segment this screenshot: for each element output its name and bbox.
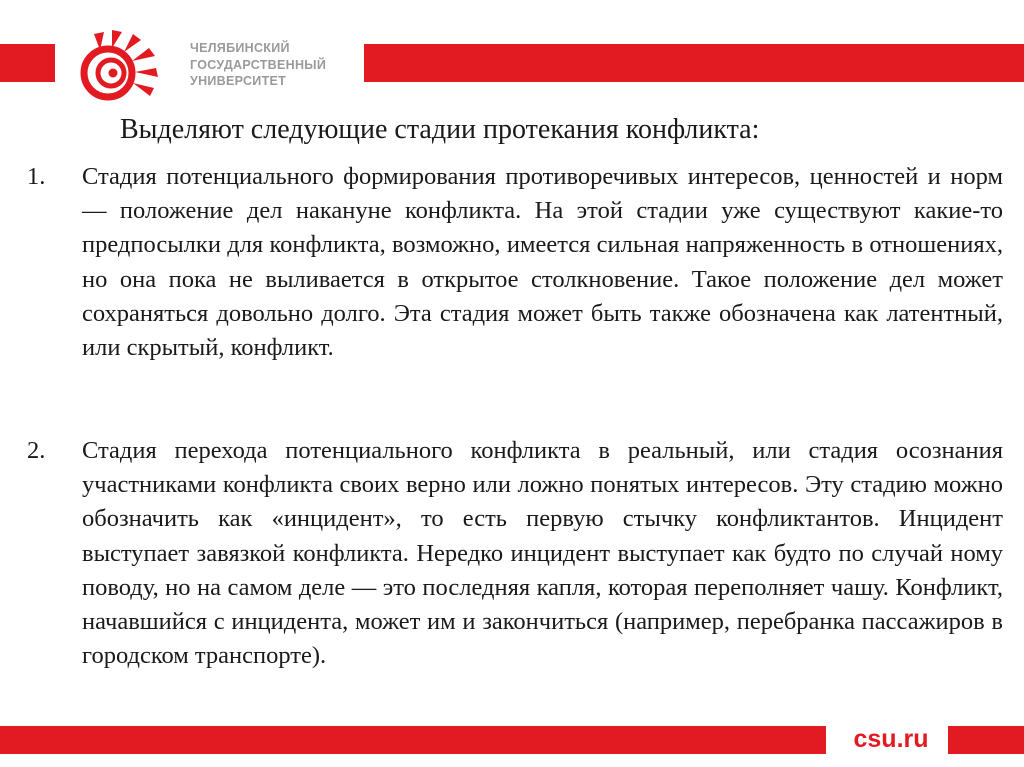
stage-text: Стадия потенциального формирования противоречивых интересов, ценностей и норм — положение дел накануне конфликта. На этой стадии уже существуют какие-то предпосылки для конфликта, возможно, имеется сильная напряженность в отношениях, но она пока не выливается в открытое столкновение. Такое положение дел может сохраняться довольно долго. Эта стадия может быть также обозначена как латентный, или скрытый, конфликт. bbox=[82, 163, 1003, 362]
footer-bar-left bbox=[0, 726, 826, 754]
university-name-line: УНИВЕРСИТЕТ bbox=[190, 74, 287, 88]
university-name-line: ГОСУДАРСТВЕННЫЙ bbox=[190, 57, 327, 72]
footer-bar-right bbox=[948, 726, 1024, 754]
stage-number: 2. bbox=[27, 437, 46, 464]
slide-title: Выделяют следующие стадии протекания конфликта: bbox=[120, 114, 760, 145]
stage-text: Стадия перехода потенциального конфликта в реальный, или стадия осознания участниками конфликта своих верно или ложно понятых интересов. Эту стадию можно обозначить как «инцидент», то есть первую стычку конфликтантов. Инцидент выступает завязкой конфликта. Нередко инцидент выступает как будто по случай ному поводу, но на самом деле — это последняя капля, которая переполняет чашу. Конфликт, начавшийся с инцидента, может им и закончиться (например, перебранка пассажиров в городском транспорте). bbox=[82, 437, 1003, 670]
university-name-line: ЧЕЛЯБИНСКИЙ bbox=[190, 41, 290, 55]
stage-number: 1. bbox=[27, 163, 46, 190]
university-name bbox=[190, 40, 350, 90]
header-bar-left bbox=[0, 44, 55, 82]
site-link[interactable]: csu.ru bbox=[853, 725, 929, 753]
header-bar-right bbox=[364, 44, 1024, 82]
csu-shell-logo-icon bbox=[78, 28, 173, 102]
